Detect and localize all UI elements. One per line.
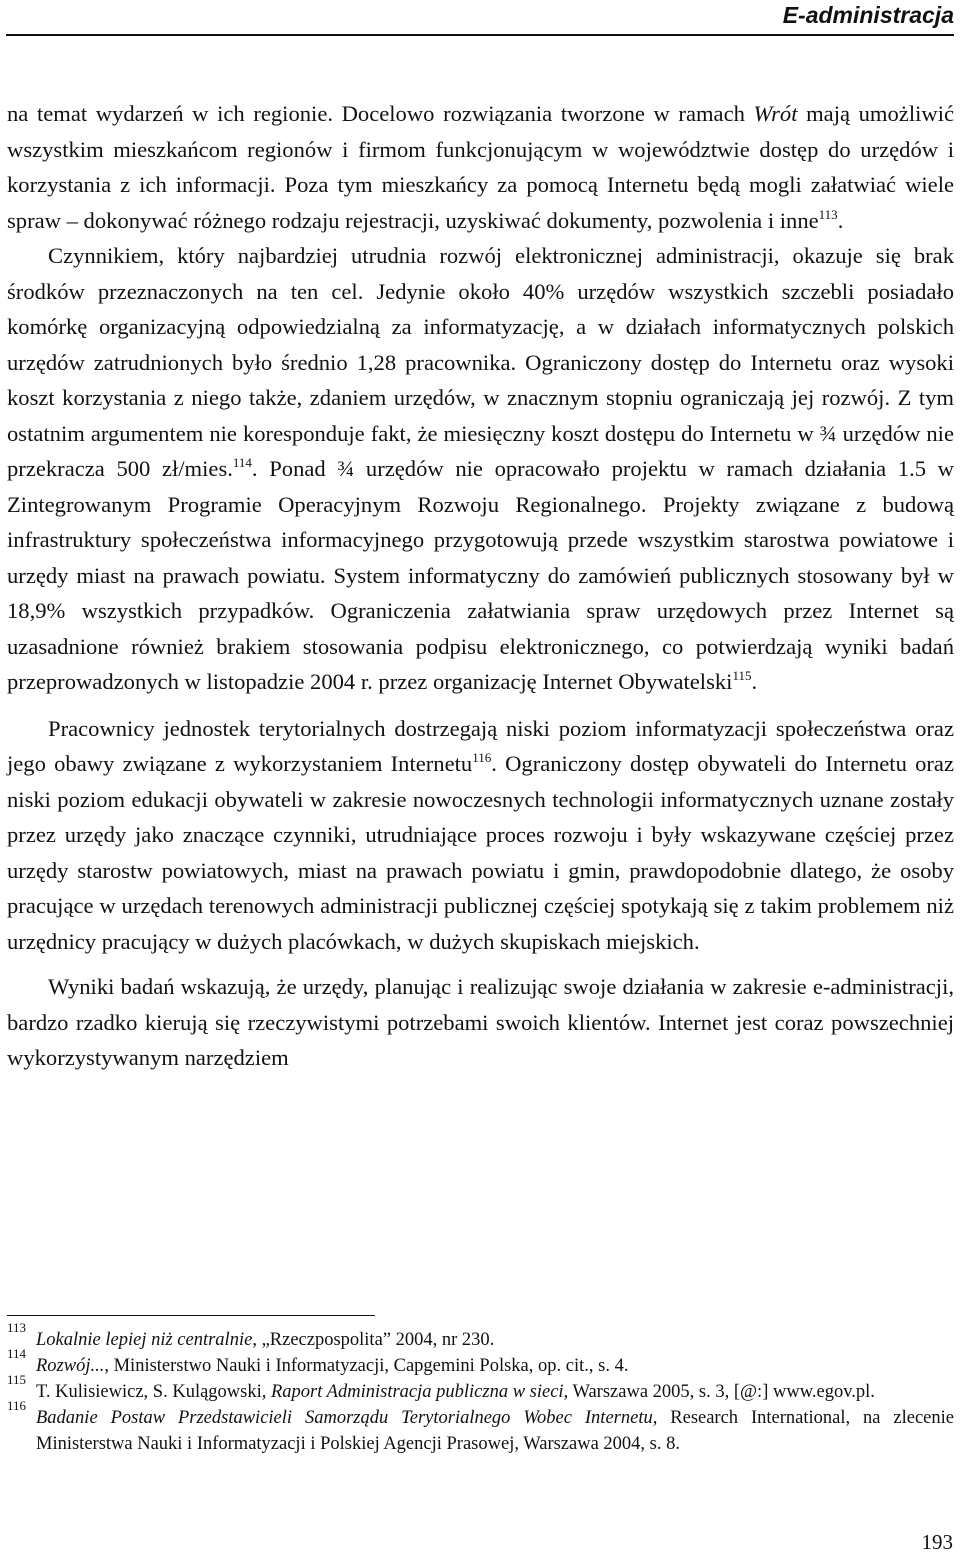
footnote-number: 114	[7, 1346, 27, 1361]
paragraph-3	[7, 711, 954, 960]
footnote-title: Badanie Postaw Przedstawicieli Samorządu Terytorialnego Wobec Internetu,	[36, 1408, 658, 1428]
footnote-text: Research International, na zlecenie Ministerstwa Nauki i Informatyzacji i Polskiej Agencji Prasowej, Warszawa 2004, s. 8.	[36, 1408, 954, 1454]
footnote-116	[7, 1398, 954, 1457]
footnote-ref-116[interactable]: 116	[472, 750, 492, 765]
footnote-113	[7, 1320, 954, 1353]
p4-text: Wyniki badań wskazują, że urzędy, planując i realizując swoje działania w zakresie e-administracji, bardzo rzadko kierują się rzeczywistymi potrzebami swoich klientów. Internet jest coraz powszechniej wykorzystywanym narzędziem	[7, 974, 954, 1070]
footnote-ref-114[interactable]: 114	[232, 455, 252, 470]
main-text	[7, 96, 954, 1076]
paragraph-2	[7, 238, 954, 700]
page-number: 193	[921, 1530, 953, 1554]
footnote-ref-113[interactable]: 113	[818, 206, 838, 222]
footnote-title: Raport Administracja publiczna w sieci	[271, 1382, 564, 1402]
p3-text-1: Pracownicy jednostek terytorialnych dostrzegają niski poziom informatyzacji społeczeństwa oraz jego obawy związane z wykorzystaniem Internetu	[7, 715, 954, 776]
paragraph-4	[7, 969, 954, 1076]
footnote-separator	[7, 1315, 375, 1316]
footnote-114	[7, 1346, 954, 1379]
p3-text-2: . Ograniczony dostęp obywateli do Internetu oraz niski poziom edukacji obywateli w zakresie nowoczesnych technologii informatycznych uznane zostały przez urzędy jako znaczące czynniki, utrudniające proces rozwoju i były wskazywane częściej przez urzędy starostw powiatowych, miast na prawach powiatu i gmin, prawdopodobnie dlatego, że osoby pracujące w urzędach terenowych administracji publicznej częściej spotykają się z takim problemem niż urzędnicy pracujący w dużych placówkach, w dużych skupiskach miejskich.	[7, 751, 954, 954]
p1-text-1: na temat wydarzeń w ich regionie. Docelowo rozwiązania tworzone w ramach	[7, 101, 754, 126]
paragraph-1	[7, 96, 954, 238]
footnote-number: 115	[7, 1372, 27, 1387]
running-header	[0, 0, 960, 36]
running-header-title: E-administracja	[782, 2, 954, 28]
p2-text-3: .	[751, 669, 758, 694]
header-rule	[6, 34, 954, 36]
p1-text-3: .	[837, 207, 844, 233]
p2-text-2: . Ponad ¾ urzędów nie opracowało projektu w ramach działania 1.5 w Zintegrowanym Programie Operacyjnym Rozwoju Regionalnego. Projekty związane z budową infrastruktury społeczeństwa informacyjnego przygotowują przede wszystkim starostwa powiatowe i urzędy miast na prawach powiatu. System informatyczny do zamówień publicznych stosowany był w 18,9% wszystkich przypadków. Ograniczenia załatwiania spraw urzędowych przez Internet są uzasadnione również brakiem stosowania podpisu elektronicznego, co potwierdzają wyniki badań przeprowadzonych w listopadzie 2004 r. przez organizację Internet Obywatelski	[7, 456, 954, 694]
footnote-text: , „Rzeczpospolita” 2004, nr 230.	[252, 1330, 495, 1350]
footnote-text: , Ministerstwo Nauki i Informatyzacji, Capgemini Polska, op. cit., s. 4.	[104, 1356, 629, 1376]
p1-italic-wrot: Wrót	[753, 101, 798, 126]
footnote-authors: T. Kulisiewicz, S. Kulągowski,	[36, 1382, 271, 1402]
footnote-title: Lokalnie lepiej niż centralnie	[36, 1330, 253, 1350]
footnote-title: Rozwój...	[36, 1356, 105, 1376]
p1-text-2: mają umożliwić wszystkim mieszkańcom regionów i firmom funkcjonującym w województwie dostęp do urzędów i korzystania z ich informacji. Poza tym mieszkańcy za pomocą Internetu będą mogli załatwiać wiele spraw – dokonywać różnego rodzaju rejestracji, uzyskiwać dokumenty, pozwolenia i inne	[7, 101, 954, 233]
footnote-number: 116	[7, 1398, 27, 1413]
footnote-ref-115[interactable]: 115	[732, 668, 752, 683]
footnote-text: , Warszawa 2005, s. 3, [@:] www.egov.pl.	[563, 1382, 875, 1402]
footnotes	[7, 1320, 954, 1457]
footnote-115	[7, 1372, 954, 1405]
p2-text-1: Czynnikiem, który najbardziej utrudnia rozwój elektronicznej administracji, okazuje się brak środków przeznaczonych na ten cel. Jedynie około 40% urzędów wszystkich szczebli posiadało komórkę organizacyjną odpowiedzialną za informatyzację, a w działach informatycznych polskich urzędów zatrudnionych było średnio 1,28 pracownika. Ograniczony dostęp do Internetu oraz wysoki koszt korzystania z niego także, zdaniem urzędów, w znacznym stopniu ograniczają jej rozwój. Z tym ostatnim argumentem nie koresponduje fakt, że miesięczny koszt dostępu do Internetu w ¾ urzędów nie przekracza 500 zł/mies.	[7, 243, 954, 481]
footnote-number: 113	[7, 1320, 27, 1335]
